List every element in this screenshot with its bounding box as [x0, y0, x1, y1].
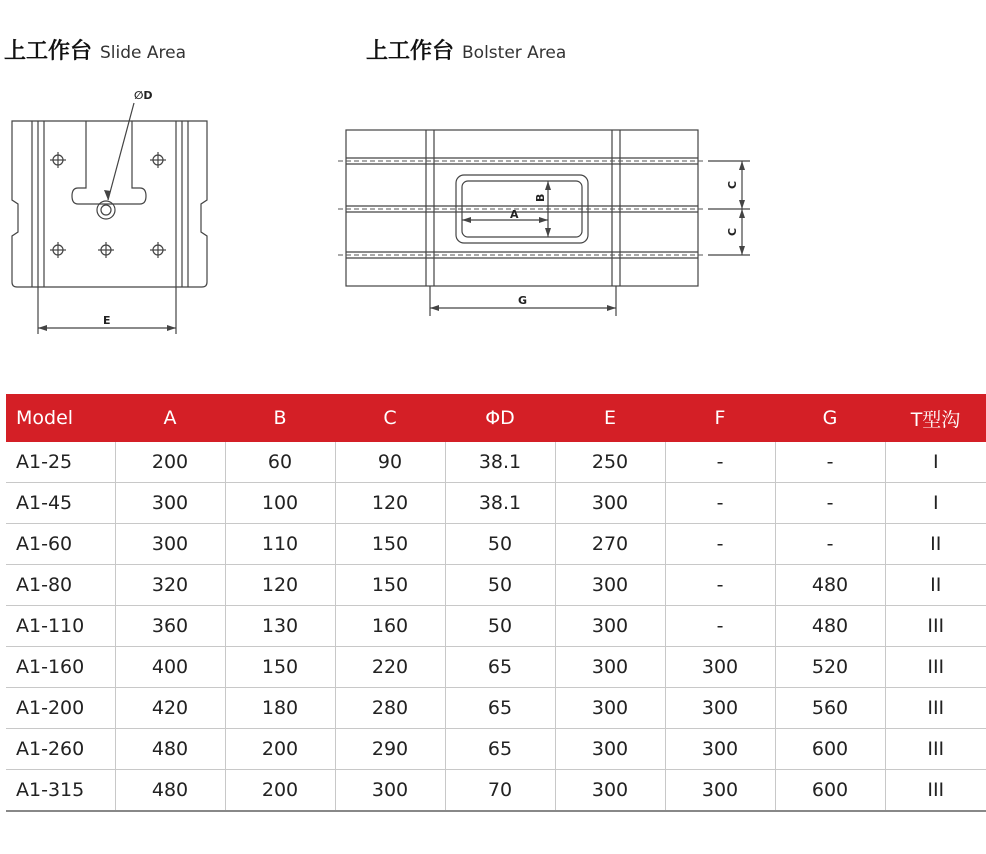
table-cell: 300: [665, 729, 775, 770]
bolster-opening: [456, 175, 588, 243]
table-cell: 300: [665, 770, 775, 812]
model-cell: A1-80: [6, 565, 115, 606]
table-cell: 300: [555, 647, 665, 688]
table-cell: 180: [225, 688, 335, 729]
table-cell: 280: [335, 688, 445, 729]
table-cell: 150: [335, 565, 445, 606]
table-cell: III: [885, 688, 986, 729]
table-cell: 320: [115, 565, 225, 606]
table-row: [6, 729, 986, 770]
table-cell: III: [885, 770, 986, 812]
table-cell: -: [665, 483, 775, 524]
table-row: [6, 483, 986, 524]
bolster-area-heading-cn: 上工作台: [366, 39, 455, 64]
bolster-outline: [346, 130, 698, 286]
e-dimension-label: E: [103, 314, 111, 327]
header-c: C: [335, 394, 445, 442]
header-d: ΦD: [445, 394, 555, 442]
table-cell: 360: [115, 606, 225, 647]
table-cell: 200: [115, 442, 225, 483]
g-dimension-label: G: [518, 294, 528, 307]
table-row: [6, 770, 986, 812]
table-row: [6, 524, 986, 565]
table-cell: I: [885, 483, 986, 524]
table-cell: 50: [445, 524, 555, 565]
table-cell: 300: [665, 688, 775, 729]
table-cell: 200: [225, 770, 335, 812]
header-a: A: [115, 394, 225, 442]
table-row: [6, 647, 986, 688]
table-cell: 420: [115, 688, 225, 729]
table-cell: 130: [225, 606, 335, 647]
table-cell: 50: [445, 565, 555, 606]
table-cell: 300: [555, 606, 665, 647]
table-cell: II: [885, 565, 986, 606]
table-cell: 65: [445, 647, 555, 688]
model-cell: A1-315: [6, 770, 115, 812]
table-cell: -: [665, 606, 775, 647]
table-cell: 38.1: [445, 442, 555, 483]
table-cell: 220: [335, 647, 445, 688]
bolster-area-heading: [366, 34, 566, 65]
c-dimension-label-lower: C: [726, 227, 739, 236]
table-cell: III: [885, 647, 986, 688]
table-cell: 60: [225, 442, 335, 483]
slide-bolt-holes: [50, 152, 166, 258]
table-row: [6, 606, 986, 647]
slide-area-heading-en: Slide Area: [100, 43, 187, 63]
table-cell: III: [885, 606, 986, 647]
header-model: Model: [6, 394, 115, 442]
model-cell: A1-200: [6, 688, 115, 729]
table-cell: 560: [775, 688, 885, 729]
table-cell: -: [665, 565, 775, 606]
table-cell: -: [775, 442, 885, 483]
table-cell: 300: [555, 565, 665, 606]
table-cell: 300: [555, 688, 665, 729]
table-cell: II: [885, 524, 986, 565]
table-cell: 38.1: [445, 483, 555, 524]
table-cell: 65: [445, 729, 555, 770]
table-cell: 290: [335, 729, 445, 770]
table-cell: 120: [335, 483, 445, 524]
slide-slot: [72, 121, 146, 204]
table-cell: III: [885, 729, 986, 770]
table-cell: 65: [445, 688, 555, 729]
model-cell: A1-160: [6, 647, 115, 688]
table-cell: 50: [445, 606, 555, 647]
header-t-slot: T型沟: [885, 394, 986, 442]
table-cell: 200: [225, 729, 335, 770]
slide-outline: [12, 121, 207, 287]
table-cell: 90: [335, 442, 445, 483]
table-cell: -: [775, 524, 885, 565]
slide-area-heading: [4, 34, 186, 65]
table-cell: -: [665, 524, 775, 565]
table-cell: 300: [115, 483, 225, 524]
d-dimension-label: ∅D: [134, 89, 153, 102]
table-cell: 520: [775, 647, 885, 688]
table-header-row: [6, 394, 986, 442]
table-cell: 150: [225, 647, 335, 688]
table-cell: 300: [555, 483, 665, 524]
model-cell: A1-260: [6, 729, 115, 770]
model-cell: A1-60: [6, 524, 115, 565]
table-cell: 300: [115, 524, 225, 565]
table-cell: 480: [115, 770, 225, 812]
c-dimension-label-upper: C: [726, 180, 739, 189]
table-cell: 160: [335, 606, 445, 647]
table-cell: 270: [555, 524, 665, 565]
table-cell: 300: [555, 729, 665, 770]
table-row: [6, 442, 986, 483]
bolster-area-heading-en: Bolster Area: [462, 43, 567, 63]
table-cell: 480: [775, 565, 885, 606]
model-cell: A1-25: [6, 442, 115, 483]
header-g: G: [775, 394, 885, 442]
header-e: E: [555, 394, 665, 442]
b-dimension-label: B: [534, 193, 547, 202]
table-cell: 150: [335, 524, 445, 565]
table-cell: 300: [665, 647, 775, 688]
table-cell: 480: [775, 606, 885, 647]
table-cell: -: [775, 483, 885, 524]
table-cell: 600: [775, 729, 885, 770]
specification-table: [6, 394, 986, 812]
table-cell: -: [665, 442, 775, 483]
model-cell: A1-110: [6, 606, 115, 647]
table-row: [6, 565, 986, 606]
table-cell: 300: [335, 770, 445, 812]
header-b: B: [225, 394, 335, 442]
table-cell: 400: [115, 647, 225, 688]
table-row: [6, 688, 986, 729]
table-cell: 300: [555, 770, 665, 812]
header-f: F: [665, 394, 775, 442]
table-cell: 250: [555, 442, 665, 483]
a-dimension-label: A: [510, 208, 519, 221]
table-cell: 110: [225, 524, 335, 565]
table-cell: 600: [775, 770, 885, 812]
table-cell: 480: [115, 729, 225, 770]
slide-area-heading-cn: 上工作台: [4, 39, 93, 64]
table-cell: 120: [225, 565, 335, 606]
model-cell: A1-45: [6, 483, 115, 524]
table-cell: 70: [445, 770, 555, 812]
table-cell: I: [885, 442, 986, 483]
table-cell: 100: [225, 483, 335, 524]
